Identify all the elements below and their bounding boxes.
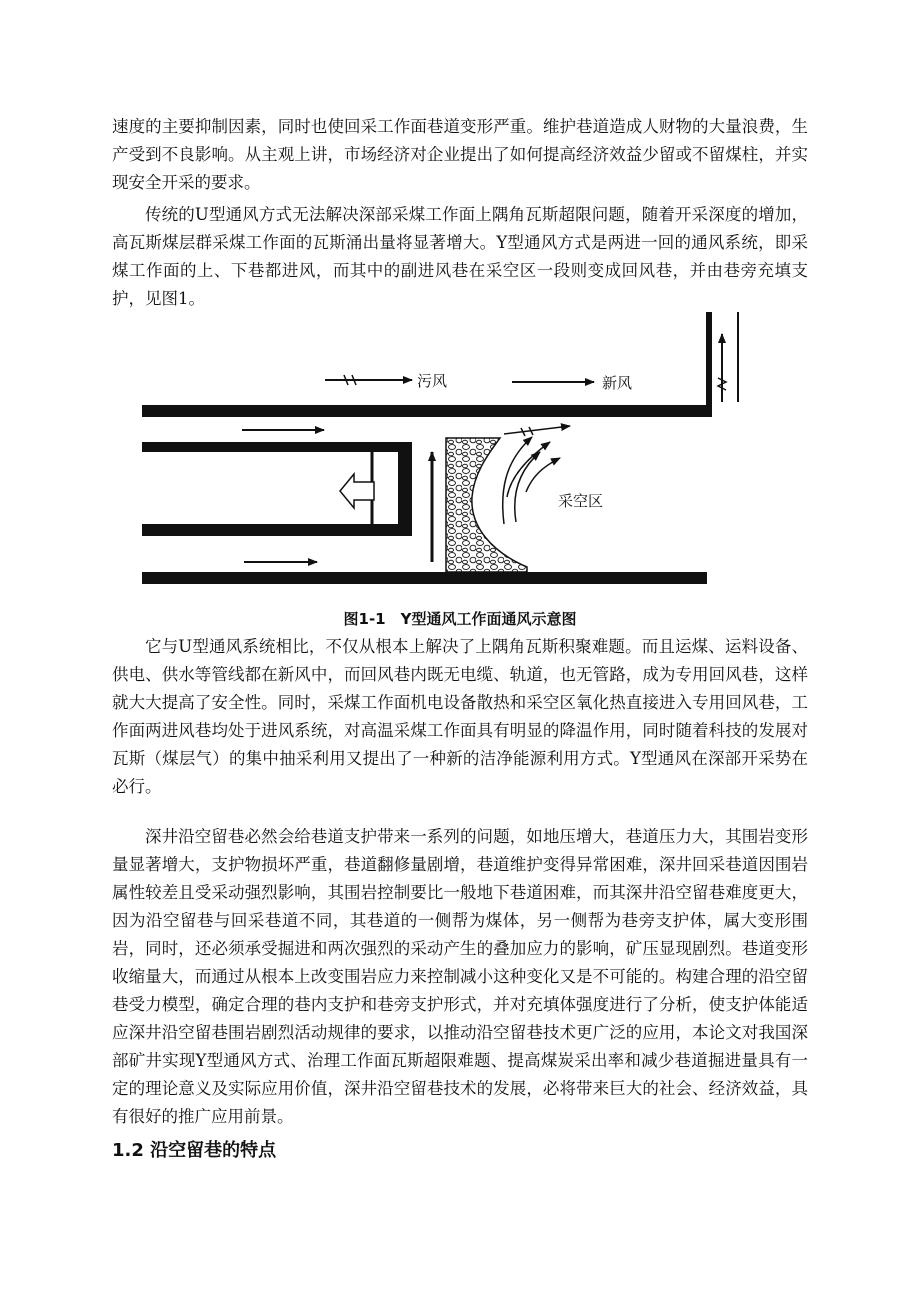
- fresh-air-label: 新风: [602, 374, 633, 392]
- goaf-return-arrow: [504, 426, 570, 434]
- middle-roadway-upper-wall: [142, 442, 412, 452]
- figure-caption: 图1-1 Y型通风工作面通风示意图: [343, 610, 577, 628]
- goaf-airflow-arrow: [507, 442, 550, 497]
- top-roadway-wall: [142, 405, 712, 417]
- goaf-airflow-arrow: [526, 458, 560, 492]
- roadway-advance-arrow: [340, 474, 374, 508]
- airflow-regulator-mark: [718, 378, 726, 390]
- goaf-label: 采空区: [558, 492, 604, 510]
- ventilation-diagram-svg: [112, 312, 752, 597]
- middle-roadway-lower-wall: [142, 524, 412, 536]
- goaf-airflow-arrow: [515, 452, 540, 522]
- shaft-wall-left: [706, 312, 712, 417]
- paragraph-gob-side-entry-retaining: 深井沿空留巷必然会给巷道支护带来一系列的问题，如地压增大，巷道压力大，其围岩变形量显著增大，支护物损坏严重，巷道翻修量剧增，巷道维护变得异常困难，深井回采巷道因围岩属性较差且受采动强烈影响，其围岩控制要比一般地下巷道困难，而其深井沿空留巷难度更大，因为沿空留巷与回采巷道不同，其巷道的一侧帮为煤体，另一侧帮为巷旁支护体，属大变形围岩，同时，还必须承受掘进和两次强烈的采动产生的叠加应力的影响，矿压显现剧烈。巷道变形收缩量大，而通过从根本上改变围岩应力来控制减小这种变化又是不可能的。构建合理的沿空留巷受力模型，确定合理的巷内支护和巷旁支护形式，并对充填体强度进行了分析，使支护体能适应深井沿空留巷围岩剧烈活动规律的要求，以推动沿空留巷技术更广泛的应用，本论文对我国深部矿井实现Y型通风方式、治理工作面瓦斯超限难题、提高煤炭采出率和减少巷道掘进量具有一定的理论意义及实际应用价值，深井沿空留巷技术的发展，必将带来巨大的社会、经济效益，具有很好的推广应用前景。: [112, 827, 808, 1126]
- dirty-air-label: 污风: [417, 372, 448, 390]
- paragraph-continuation: 速度的主要抑制因素，同时也使回采工作面巷道变形严重。维护巷道造成人财物的大量浪费，生产受到不良影响。从主观上讲，市场经济对企业提出了如何提高经济效益少留或不留煤柱，并实现安全开采的要求。: [112, 117, 808, 192]
- paragraph-u-vs-y-ventilation: 传统的U型通风方式无法解决深部采煤工作面上隅角瓦斯超限问题，随着开采深度的增加，高瓦斯煤层群采煤工作面的瓦斯涌出量将显著增大。Y型通风方式是两进一回的通风系统，即采煤工作面的上、下巷都进风，而其中的副进风巷在采空区一段则变成回风巷，并由巷旁充填支护，见图1。: [112, 205, 808, 308]
- goaf-airflow-arrow: [503, 437, 532, 524]
- bottom-roadway-wall: [142, 572, 707, 584]
- paragraph-y-ventilation-advantages: 它与U型通风系统相比，不仅从根本上解决了上隅角瓦斯积聚难题。而且运煤、运料设备、供电、供水等管线都在新风中，而回风巷内既无电缆、轨道，也无管路，成为专用回风巷，这样就大大提高了安全性。同时，采煤工作面机电设备散热和采空区氧化热直接进入专用回风巷，工作面两进风巷均处于进风系统，对高温采煤工作面具有明显的降温作用，同时随着科技的发展对瓦斯（煤层气）的集中抽采利用又提出了一种新的洁净能源利用方式。Y型通风在深部开采势在必行。: [112, 637, 808, 796]
- section-heading: 1.2 沿空留巷的特点: [112, 1140, 277, 1161]
- middle-roadway-end-wall: [398, 452, 412, 536]
- ventilation-diagram: [112, 312, 752, 597]
